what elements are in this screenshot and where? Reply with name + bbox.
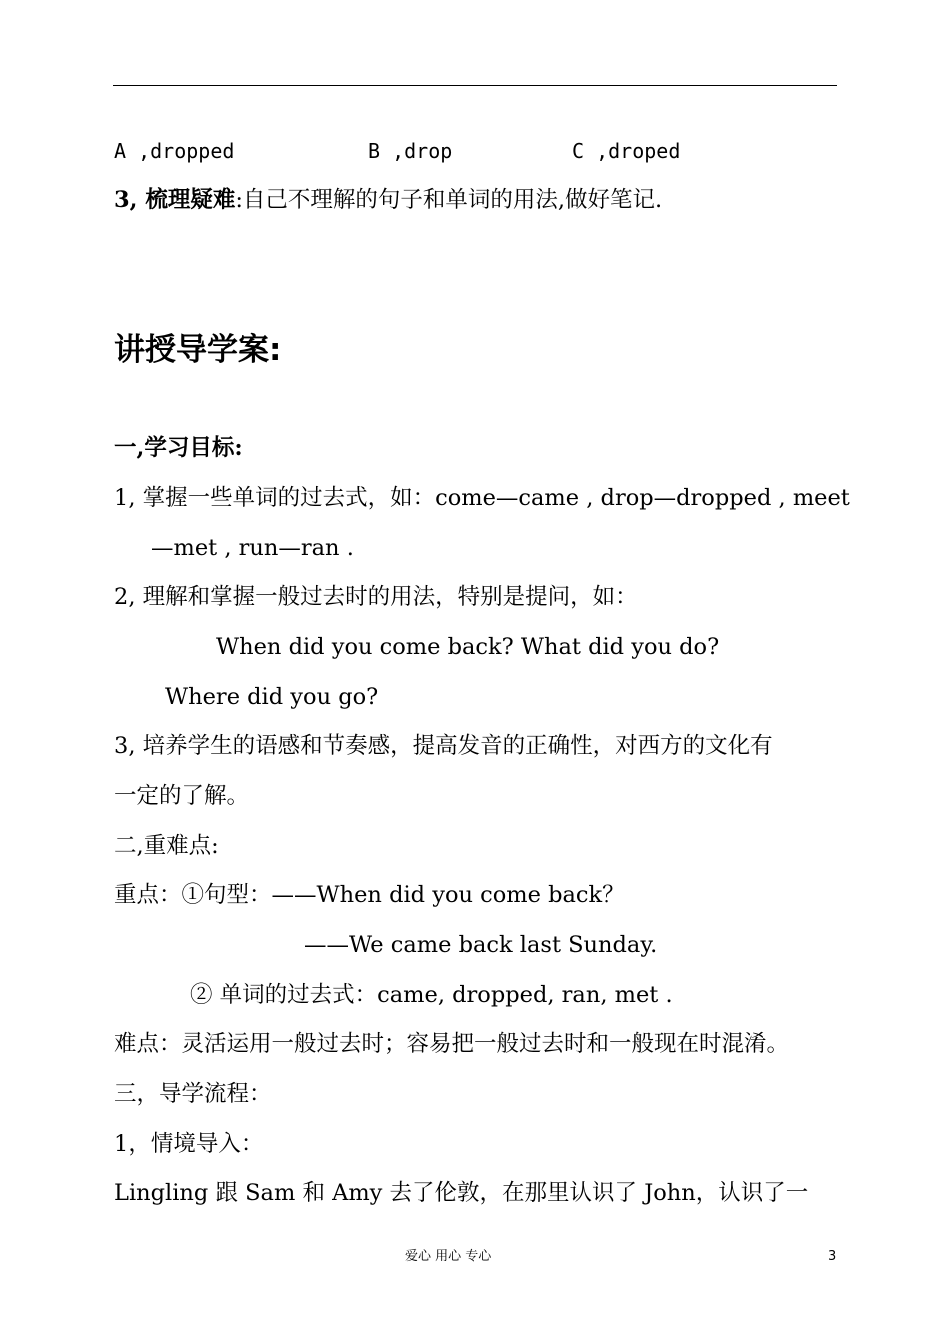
key-point-1-answer: ——We came back last Sunday. xyxy=(304,932,658,958)
option-c: C ,droped xyxy=(572,139,681,163)
page-number: 3 xyxy=(828,1249,837,1264)
goal-1-line-2: —met , run—ran . xyxy=(151,535,354,561)
flow-step-1-text: Lingling 跟 Sam 和 Amy 去了伦敦，在那里认识了 John，认识了一 xyxy=(114,1180,809,1206)
footer-center: 爱心 用心 专心 xyxy=(405,1249,492,1264)
example-question-2: Where did you go? xyxy=(165,684,379,710)
item-3-text: :自己不理解的句子和单词的用法,做好笔记. xyxy=(235,187,663,213)
example-question-1: When did you come back? What did you do? xyxy=(216,634,720,660)
flow-heading: 三，导学流程： xyxy=(114,1081,272,1107)
item-3-label: 3, 梳理疑难 xyxy=(114,187,236,213)
key-point-1: 重点：①句型：——When did you come back？ xyxy=(114,882,625,908)
flow-step-1: 1，情境导入： xyxy=(114,1131,264,1157)
key-point-2: ② 单词的过去式：came, dropped, ran, met . xyxy=(190,982,673,1008)
header-rule xyxy=(113,85,837,86)
option-a: A ,dropped xyxy=(114,139,235,163)
section-title: 讲授导学案: xyxy=(114,332,282,368)
goal-3-line-2: 一定的了解。 xyxy=(114,783,250,809)
goal-2: 2, 理解和掌握一般过去时的用法，特别是提问，如： xyxy=(114,584,638,610)
goal-3-line-1: 3, 培养学生的语感和节奏感，提高发音的正确性，对西方的文化有 xyxy=(114,733,773,759)
difficulty: 难点：灵活运用一般过去时；容易把一般过去时和一般现在时混淆。 xyxy=(114,1031,790,1057)
option-b: B ,drop xyxy=(368,139,453,163)
key-heading: 二,重难点: xyxy=(114,833,219,859)
goal-1-line-1: 1, 掌握一些单词的过去式，如：come—came , drop—dropped , meet xyxy=(114,485,850,511)
goals-heading: 一,学习目标: xyxy=(114,435,243,461)
item-3 xyxy=(114,185,662,215)
